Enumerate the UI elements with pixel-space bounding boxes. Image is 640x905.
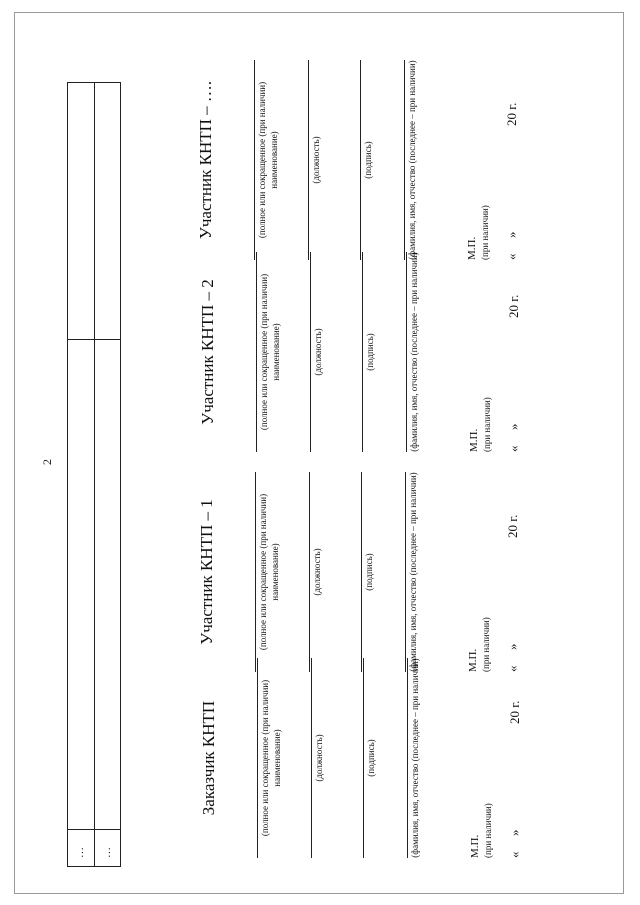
block-title: Участник КНТП – …. [196,80,215,240]
signature-block-participant-n [196,60,526,260]
table-column-divider [94,83,95,866]
position-line[interactable] [311,658,312,858]
signature-caption: (подпись) [366,739,376,777]
signature-block-participant-2 [198,252,528,452]
date-open-quote: « [506,445,521,452]
full-name-line[interactable] [406,252,407,452]
table-fragment [67,82,121,867]
org-name-caption: (полное или сокращенное (при наличии) наименование) [258,493,280,651]
stamp-label [469,803,495,858]
stamp-note: (при наличии) [481,617,491,672]
org-name-caption: (полное или сокращенное (при наличии) наименование) [260,679,282,837]
signature-block-customer [199,658,529,858]
signature-line[interactable] [362,252,363,452]
position-caption: (должность) [313,328,323,376]
full-name-line[interactable] [407,658,408,858]
position-caption: (должность) [314,734,324,782]
date-row [504,60,520,260]
stamp-mark: М.П. [469,834,481,858]
date-row [506,252,522,452]
signature-caption: (подпись) [363,141,373,179]
position-line[interactable] [308,60,309,260]
stamp-mark: М.П. [466,236,478,260]
table-cell-ellipsis: … [74,847,86,858]
signature-caption: (подпись) [365,333,375,371]
stamp-note: (при наличии) [482,397,492,452]
position-line[interactable] [309,472,310,672]
org-name-line[interactable] [255,472,256,672]
position-caption: (должность) [311,136,321,184]
signature-line[interactable] [361,472,362,672]
full-name-caption: (фамилия, имя, отчество (последнее – при наличии) [410,658,420,858]
table-row-divider [68,829,120,830]
stamp-note: (при наличии) [480,205,490,260]
date-close-quote: » [504,231,519,238]
org-name-caption: (полное или сокращенное (при наличии) наименование) [257,81,279,239]
signature-line[interactable] [360,60,361,260]
org-name-line[interactable] [257,658,258,858]
stamp-mark: М.П. [467,648,479,672]
date-row [507,658,523,858]
position-line[interactable] [310,252,311,452]
stamp-label [466,205,492,260]
full-name-line[interactable] [404,60,405,260]
date-year: 20 г. [504,102,519,126]
stamp-mark: М.П. [468,428,480,452]
full-name-caption: (фамилия, имя, отчество (последнее – при наличии) [409,252,419,452]
page-number: 2 [40,459,54,465]
date-year: 20 г. [507,700,522,724]
stamp-label [468,397,494,452]
date-open-quote: « [504,253,519,260]
org-name-line[interactable] [254,60,255,260]
block-title: Участник КНТП – 1 [197,499,216,645]
stamp-note: (при наличии) [483,803,493,858]
signature-block-participant-1 [197,472,527,672]
date-year: 20 г. [506,294,521,318]
date-open-quote: « [507,851,522,858]
stamp-label [467,617,493,672]
signature-caption: (подпись) [364,553,374,591]
table-row-divider [68,339,120,340]
full-name-caption: (фамилия, имя, отчество (последнее – при наличии) [407,60,417,260]
date-year: 20 г. [505,514,520,538]
position-caption: (должность) [312,548,322,596]
block-title: Заказчик КНТП [199,700,218,816]
date-close-quote: » [505,643,520,650]
date-close-quote: » [506,423,521,430]
block-title: Участник КНТП – 2 [198,279,217,425]
full-name-line[interactable] [405,472,406,672]
date-row [505,472,521,672]
date-open-quote: « [505,665,520,672]
org-name-line[interactable] [256,252,257,452]
signature-line[interactable] [363,658,364,858]
table-cell-ellipsis: … [101,847,113,858]
date-close-quote: » [507,829,522,836]
org-name-caption: (полное или сокращенное (при наличии) наименование) [259,273,281,431]
full-name-caption: (фамилия, имя, отчество (последнее – при наличии) [408,472,418,672]
